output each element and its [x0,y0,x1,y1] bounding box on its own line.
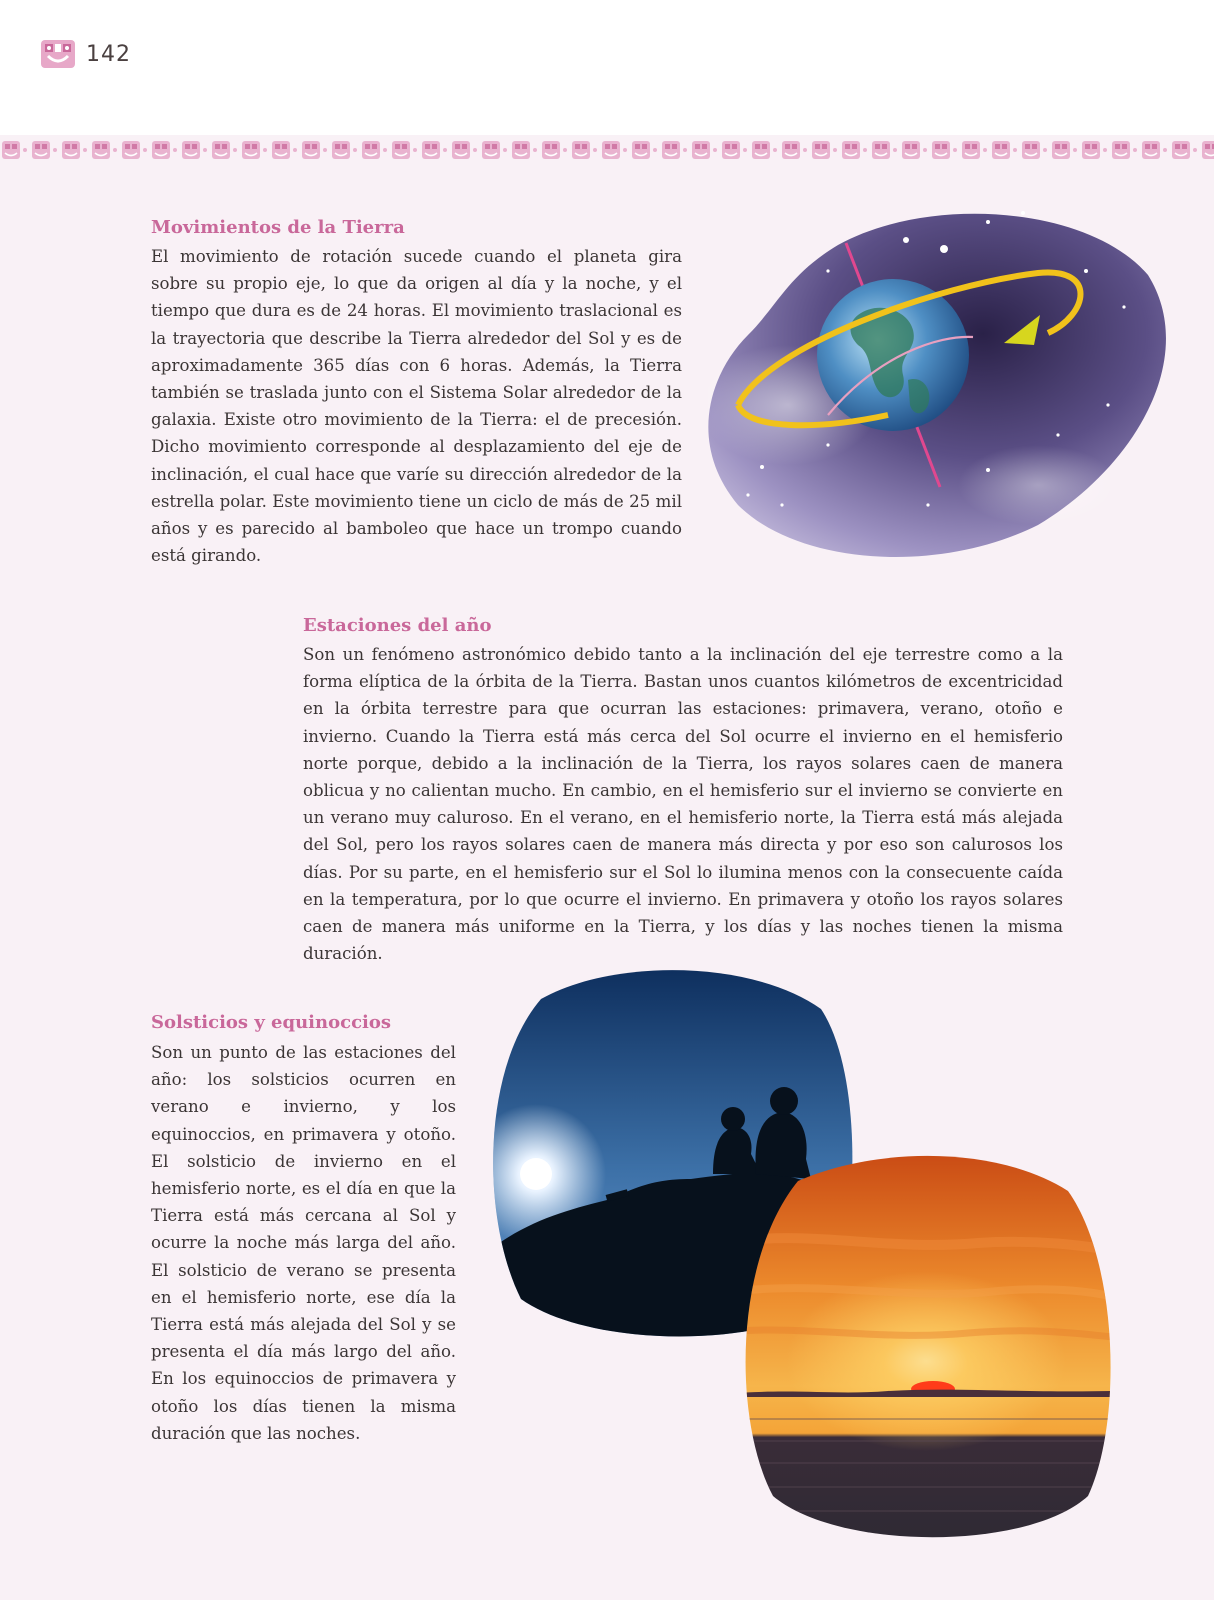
page-number-block [40,38,131,70]
mayan-glyph-icon [40,38,76,70]
page-header [0,0,1214,135]
section-title-solsticios: Solsticios y equinoccios [151,1012,392,1033]
section-body-solsticios: Son un punto de las estaciones del año: los solsticios ocurren en verano e invierno, y los equinoccios, en primavera y otoño. El solsticio de invierno en el hemisferio norte, es el día en que la Tierra está más cercana al Sol y ocurre la noche más larga del año. El solsticio de verano se presenta en el hemisferio norte, ese día la Tierra está más alejada del Sol y se presenta el día más largo del año. En los equinoccios de primavera y otoño los días tienen la misma duración que las noches. [151,1043,456,1443]
decorative-border [0,137,1214,163]
section-body-movimientos: El movimiento de rotación sucede cuando el planeta gira sobre su propio eje, lo que da origen al día y la noche, y el tiempo que dura es de 24 horas. El movimiento traslacional es la trayectoria que describe la Tierra alrededor del Sol y es de aproximadamente 365 días con 6 horas. Además, la Tierra también se traslada junto con el Sistema Solar alrededor de la galaxia. Existe otro movimiento de la Tierra: el de precesión. Dicho movimiento corresponde al desplazamiento del eje de inclinación, el cual hace que varíe su dirección alrededor de la estrella polar. Este movimiento tiene un ciclo de más de 25 mil años y es parecido al bamboleo que hace un trompo cuando está girando. [151,247,682,566]
section-title-movimientos: Movimientos de la Tierra [151,217,405,238]
page-number: 142 [86,41,131,67]
section-body-estaciones: Son un fenómeno astronómico debido tanto a la inclinación del eje terrestre como a la forma elíptica de la órbita de la Tierra. Bastan unos cuantos kilómetros de excentricidad en la órbita terrestre para que ocurran las estaciones: primavera, verano, otoño e invierno. Cuando la Tierra está más cerca del Sol ocurre el invierno en el hemisferio norte porque, debido a la inclinación de la Tierra, los rayos solares caen de manera oblicua y no calientan mucho. En cambio, en el hemisferio sur el invierno se convierte en un verano muy caluroso. En el verano, en el hemisferio norte, la Tierra está más alejada del Sol, pero los rayos solares caen de manera más directa y por eso son calurosos los días. Por su parte, en el hemisferio sur el Sol lo ilumina menos con la consecuente caída en la temperatura, por lo que ocurre el invierno. En primavera y otoño los rayos solares caen de manera más uniforme en la Tierra, y los días y las noches tienen la misma duración. [303,645,1063,964]
earth-orbit-illustration [708,205,1174,565]
section-title-estaciones: Estaciones del año [303,615,492,636]
sunset-sea-photo [738,1151,1114,1543]
